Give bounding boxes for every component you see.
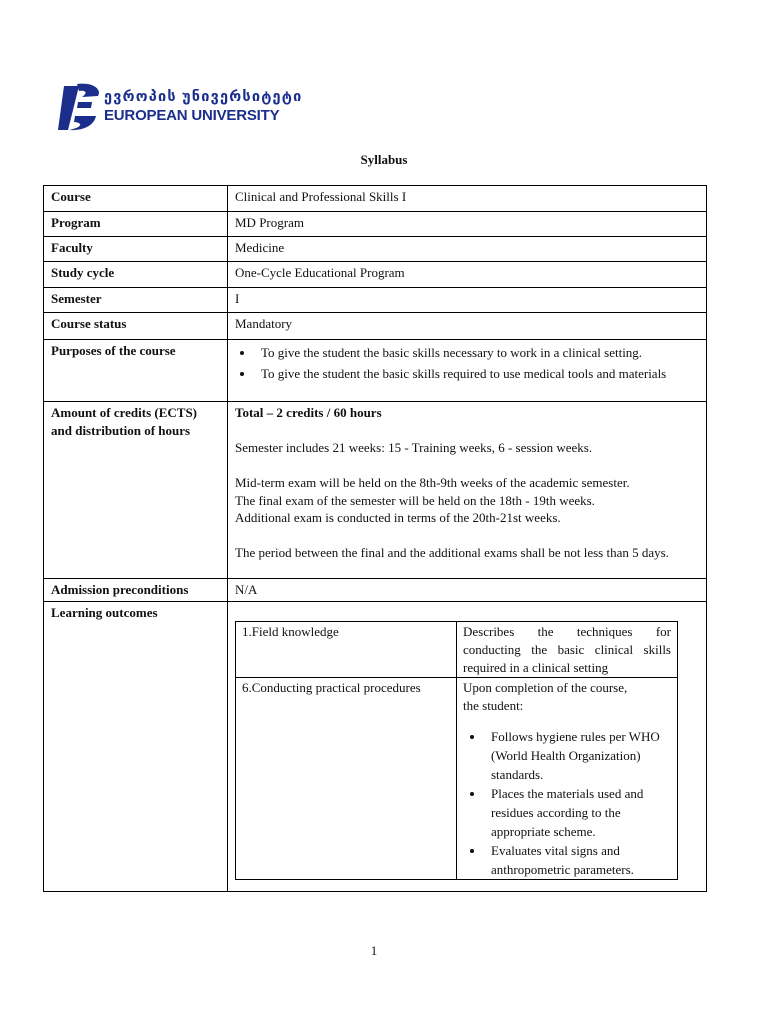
table-row [44, 313, 707, 340]
row-label: Admission preconditions [44, 579, 228, 602]
semester-weeks-text: Semester includes 21 weeks: 15 - Training weeks, 6 - session weeks. [235, 440, 593, 455]
learning-outcomes-table [235, 621, 678, 880]
row-value: MD Program [228, 212, 707, 237]
list-item: • Follows hygiene rules per WHO (World Health Organization) standards. [485, 727, 671, 784]
midterm-exam-text: Mid-term exam will be held on the 8th-9th weeks of the academic semester. [235, 475, 630, 490]
row-value: Mandatory [228, 313, 707, 340]
final-exam-text: The final exam of the semester will be held on the 18th - 19th weeks. [235, 492, 595, 508]
row-value [228, 340, 707, 402]
row-label: Course [44, 186, 228, 212]
row-value: One-Cycle Educational Program [228, 262, 707, 288]
row-label: Amount of credits (ECTS) and distribution of hours [44, 402, 228, 579]
page-number: 1 [370, 943, 378, 958]
row-label: Program [44, 212, 228, 237]
outcome-area: 1.Field knowledge [236, 622, 457, 678]
row-label: Learning outcomes [44, 602, 228, 892]
row-label: Study cycle [44, 262, 228, 288]
row-value: Medicine [228, 237, 707, 262]
row-value [228, 602, 707, 892]
purposes-list [235, 343, 698, 384]
university-logo [58, 80, 303, 134]
table-row [44, 602, 707, 892]
outcome-area: 6.Conducting practical procedures [236, 678, 457, 880]
row-value: Clinical and Professional Skills I [228, 186, 707, 212]
table-row [44, 262, 707, 288]
table-row [44, 340, 707, 402]
document-title: Syllabus [360, 152, 408, 167]
row-value: N/A [228, 579, 707, 602]
table-row [236, 622, 678, 678]
outcome-intro-line: Upon completion of the course, [463, 680, 628, 695]
exam-period-text: The period between the final and the additional exams shall be not less than 5 days. [235, 545, 669, 560]
list-item: • Evaluates vital signs and anthropometric parameters. [485, 841, 671, 879]
eu-logo-icon [58, 82, 102, 132]
list-item: • To give the student the basic skills necessary to work in a clinical setting. [255, 343, 698, 364]
logo-english-text: EUROPEAN UNIVERSITY [104, 107, 280, 124]
row-label: Faculty [44, 237, 228, 262]
row-label: Semester [44, 288, 228, 313]
outcome-intro-line: the student: [463, 698, 524, 713]
additional-exam-text: Additional exam is conducted in terms of the 20th-21st weeks. [235, 510, 561, 525]
row-value: I [228, 288, 707, 313]
credits-total: Total – 2 credits / 60 hours [235, 405, 382, 420]
table-row [44, 579, 707, 602]
row-label: Purposes of the course [44, 340, 228, 402]
table-row [44, 288, 707, 313]
table-row [44, 212, 707, 237]
outcome-description: Describes the techniques for conducting the basic clinical skills required in a clinical setting [457, 622, 678, 678]
list-item: • To give the student the basic skills required to use medical tools and materials [255, 364, 698, 385]
table-row [44, 237, 707, 262]
table-row [44, 186, 707, 212]
row-value [228, 402, 707, 579]
table-row [44, 402, 707, 579]
outcome-description [457, 678, 678, 880]
syllabus-table [43, 185, 707, 892]
list-item: • Places the materials used and residues according to the appropriate scheme. [485, 784, 671, 841]
row-label: Course status [44, 313, 228, 340]
logo-georgian-text: ევროპის უნივერსიტეტი [104, 89, 303, 105]
table-row [236, 678, 678, 880]
outcome-list [463, 727, 671, 879]
